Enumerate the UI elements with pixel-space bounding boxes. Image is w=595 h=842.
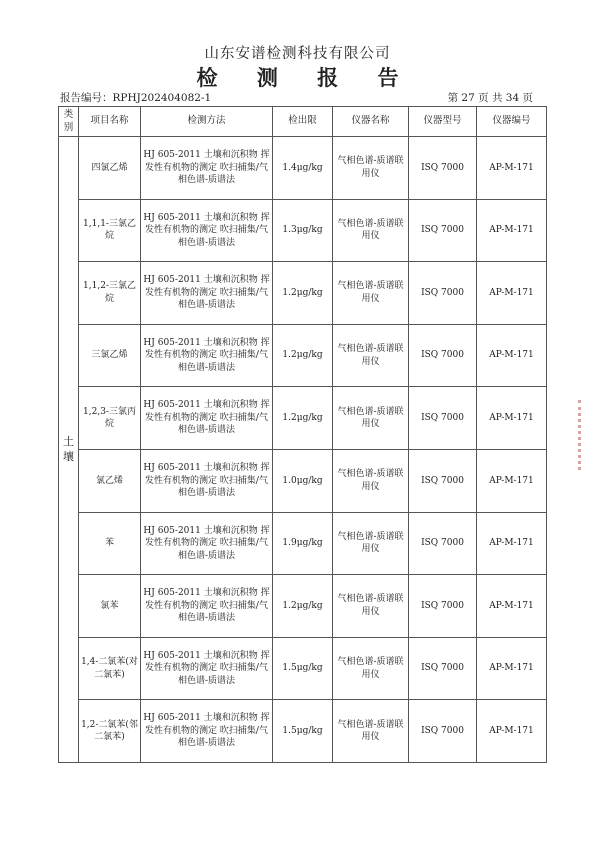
instrument-model-cell: ISQ 7000 bbox=[409, 324, 477, 387]
item-name-cell: 1,1,1-三氯乙烷 bbox=[79, 199, 141, 262]
method-cell: HJ 605-2011 土壤和沉积物 挥发性有机物的测定 吹扫捕集/气相色谱-质谱法 bbox=[141, 199, 273, 262]
table-row bbox=[59, 512, 547, 575]
detection-limit-cell: 1.2μg/kg bbox=[273, 387, 333, 450]
table-row bbox=[59, 199, 547, 262]
method-cell: HJ 605-2011 土壤和沉积物 挥发性有机物的测定 吹扫捕集/气相色谱-质谱法 bbox=[141, 449, 273, 512]
instrument-model-cell: ISQ 7000 bbox=[409, 512, 477, 575]
report-number-label: 报告编号： bbox=[60, 92, 113, 104]
instrument-model-cell: ISQ 7000 bbox=[409, 387, 477, 450]
report-number-value: RPHJ202404082-1 bbox=[112, 92, 212, 104]
table-row bbox=[59, 449, 547, 512]
detection-limit-cell: 1.9μg/kg bbox=[273, 512, 333, 575]
company-name: 山东安谱检测科技有限公司 bbox=[204, 46, 391, 62]
instrument-name-cell: 气相色谱-质谱联用仪 bbox=[333, 262, 409, 325]
table-row bbox=[59, 700, 547, 763]
instrument-number-cell: AP-M-171 bbox=[477, 262, 547, 325]
header-method: 检测方法 bbox=[141, 107, 273, 137]
header-detection-limit: 检出限 bbox=[273, 107, 333, 137]
detection-limit-cell: 1.4μg/kg bbox=[273, 137, 333, 200]
method-cell: HJ 605-2011 土壤和沉积物 挥发性有机物的测定 吹扫捕集/气相色谱-质谱法 bbox=[141, 637, 273, 700]
instrument-model-cell: ISQ 7000 bbox=[409, 575, 477, 638]
instrument-number-cell: AP-M-171 bbox=[477, 575, 547, 638]
header-instrument-number: 仪器编号 bbox=[477, 107, 547, 137]
method-cell: HJ 605-2011 土壤和沉积物 挥发性有机物的测定 吹扫捕集/气相色谱-质谱法 bbox=[141, 262, 273, 325]
instrument-number-cell: AP-M-171 bbox=[477, 449, 547, 512]
instrument-model-cell: ISQ 7000 bbox=[409, 700, 477, 763]
instrument-number-cell: AP-M-171 bbox=[477, 324, 547, 387]
instrument-name-cell: 气相色谱-质谱联用仪 bbox=[333, 137, 409, 200]
detection-limit-cell: 1.2μg/kg bbox=[273, 575, 333, 638]
item-name-cell: 1,2,3-三氯丙烷 bbox=[79, 387, 141, 450]
table-row bbox=[59, 262, 547, 325]
instrument-model-cell: ISQ 7000 bbox=[409, 199, 477, 262]
instrument-name-cell: 气相色谱-质谱联用仪 bbox=[333, 387, 409, 450]
instrument-name-cell: 气相色谱-质谱联用仪 bbox=[333, 512, 409, 575]
table-header-row bbox=[59, 107, 547, 137]
detection-limit-cell: 1.0μg/kg bbox=[273, 449, 333, 512]
instrument-model-cell: ISQ 7000 bbox=[409, 449, 477, 512]
instrument-number-cell: AP-M-171 bbox=[477, 199, 547, 262]
header-item-name: 项目名称 bbox=[79, 107, 141, 137]
document-title: 检 测 报 告 bbox=[196, 65, 415, 90]
item-name-cell: 氯乙烯 bbox=[79, 449, 141, 512]
detection-limit-cell: 1.2μg/kg bbox=[273, 262, 333, 325]
detection-limit-cell: 1.3μg/kg bbox=[273, 199, 333, 262]
table-row bbox=[59, 575, 547, 638]
instrument-model-cell: ISQ 7000 bbox=[409, 637, 477, 700]
instrument-name-cell: 气相色谱-质谱联用仪 bbox=[333, 449, 409, 512]
instrument-name-cell: 气相色谱-质谱联用仪 bbox=[333, 199, 409, 262]
test-methods-table bbox=[58, 106, 547, 763]
detection-limit-cell: 1.2μg/kg bbox=[273, 324, 333, 387]
table-row bbox=[59, 137, 547, 200]
item-name-cell: 苯 bbox=[79, 512, 141, 575]
category-cell: 土壤 bbox=[59, 137, 79, 763]
header-category: 类别 bbox=[59, 107, 79, 137]
instrument-number-cell: AP-M-171 bbox=[477, 512, 547, 575]
instrument-name-cell: 气相色谱-质谱联用仪 bbox=[333, 637, 409, 700]
table-row bbox=[59, 387, 547, 450]
instrument-name-cell: 气相色谱-质谱联用仪 bbox=[333, 324, 409, 387]
instrument-model-cell: ISQ 7000 bbox=[409, 262, 477, 325]
instrument-number-cell: AP-M-171 bbox=[477, 637, 547, 700]
method-cell: HJ 605-2011 土壤和沉积物 挥发性有机物的测定 吹扫捕集/气相色谱-质谱法 bbox=[141, 575, 273, 638]
instrument-model-cell: ISQ 7000 bbox=[409, 137, 477, 200]
detection-limit-cell: 1.5μg/kg bbox=[273, 637, 333, 700]
item-name-cell: 四氯乙烯 bbox=[79, 137, 141, 200]
item-name-cell: 氯苯 bbox=[79, 575, 141, 638]
item-name-cell: 1,1,2-三氯乙烷 bbox=[79, 262, 141, 325]
report-number bbox=[60, 90, 211, 105]
method-cell: HJ 605-2011 土壤和沉积物 挥发性有机物的测定 吹扫捕集/气相色谱-质谱法 bbox=[141, 137, 273, 200]
method-cell: HJ 605-2011 土壤和沉积物 挥发性有机物的测定 吹扫捕集/气相色谱-质谱法 bbox=[141, 387, 273, 450]
item-name-cell: 1,2-二氯苯(邻二氯苯) bbox=[79, 700, 141, 763]
page-indicator: 第 27 页 共 34 页 bbox=[447, 92, 533, 104]
header-instrument-name: 仪器名称 bbox=[333, 107, 409, 137]
item-name-cell: 三氯乙烯 bbox=[79, 324, 141, 387]
method-cell: HJ 605-2011 土壤和沉积物 挥发性有机物的测定 吹扫捕集/气相色谱-质谱法 bbox=[141, 512, 273, 575]
item-name-cell: 1,4-二氯苯(对二氯苯) bbox=[79, 637, 141, 700]
seal-stamp-edge bbox=[578, 400, 595, 470]
instrument-number-cell: AP-M-171 bbox=[477, 700, 547, 763]
header-instrument-model: 仪器型号 bbox=[409, 107, 477, 137]
method-cell: HJ 605-2011 土壤和沉积物 挥发性有机物的测定 吹扫捕集/气相色谱-质谱法 bbox=[141, 700, 273, 763]
instrument-name-cell: 气相色谱-质谱联用仪 bbox=[333, 700, 409, 763]
instrument-name-cell: 气相色谱-质谱联用仪 bbox=[333, 575, 409, 638]
detection-limit-cell: 1.5μg/kg bbox=[273, 700, 333, 763]
instrument-number-cell: AP-M-171 bbox=[477, 137, 547, 200]
method-cell: HJ 605-2011 土壤和沉积物 挥发性有机物的测定 吹扫捕集/气相色谱-质谱法 bbox=[141, 324, 273, 387]
table-row bbox=[59, 637, 547, 700]
table-row bbox=[59, 324, 547, 387]
instrument-number-cell: AP-M-171 bbox=[477, 387, 547, 450]
